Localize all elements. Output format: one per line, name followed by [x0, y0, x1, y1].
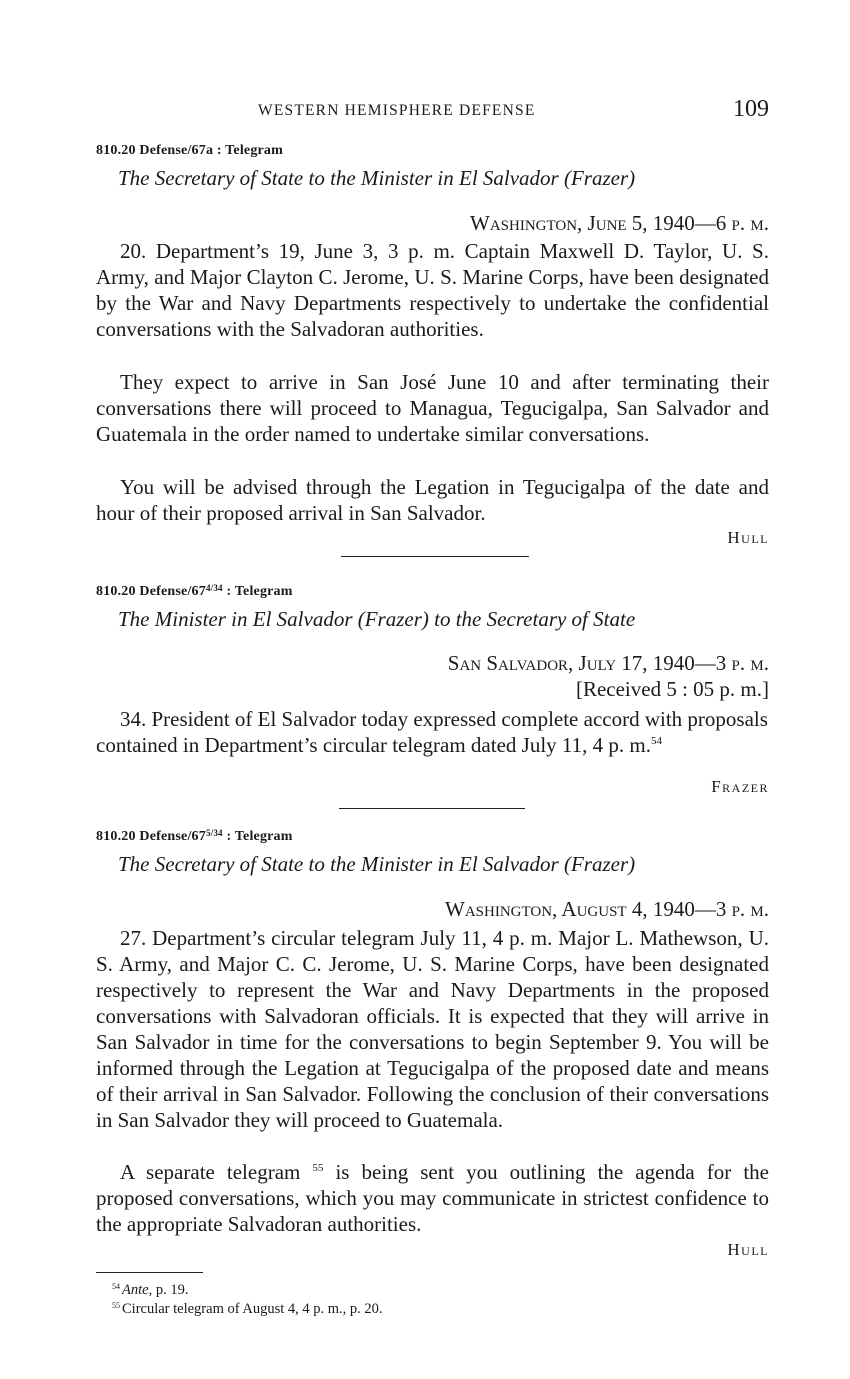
- paragraph-1-3: You will be advised through the Legation in Tegucigalpa of the date and hour of their proposed arrival in San Salvador.: [96, 475, 769, 525]
- footnote-divider: [96, 1272, 203, 1273]
- file-reference-2-suffix: : Telegram: [222, 584, 293, 599]
- document-caption-2: The Minister in El Salvador (Frazer) to the Secretary of State: [118, 607, 636, 631]
- file-reference-3-suffix: : Telegram: [222, 829, 293, 844]
- paragraph-3-2-lead: A separate telegram: [120, 1160, 301, 1184]
- footnote-54: [112, 1282, 188, 1299]
- signature-2: Frazer: [711, 777, 769, 796]
- footnote-ref-54: 54: [650, 735, 662, 747]
- paragraph-3-2: [96, 1159, 769, 1237]
- footnote-54-italic: Ante: [122, 1282, 149, 1298]
- dateline-1: Washington, June 5, 1940—6 p. m.: [470, 211, 769, 235]
- paragraph-2-1: [96, 706, 769, 758]
- footnote-54-mark: 54: [112, 1282, 120, 1291]
- document-caption-3: The Secretary of State to the Minister in El Salvador (Frazer): [118, 852, 636, 876]
- running-header-title: WESTERN HEMISPHERE DEFENSE: [258, 102, 536, 119]
- footnote-55: [112, 1301, 383, 1318]
- footnote-54-text: , p. 19.: [148, 1282, 189, 1298]
- section-divider-1: [341, 556, 529, 557]
- footnote-55-mark: 55: [112, 1301, 120, 1310]
- file-reference-2: [96, 583, 293, 600]
- file-reference-1: 810.20 Defense/67a : Telegram: [96, 143, 283, 158]
- dateline-2: San Salvador, July 17, 1940—3 p. m.: [447, 651, 769, 675]
- section-divider-2: [339, 808, 525, 809]
- file-reference-2-prefix: 810.20 Defense/67: [96, 584, 206, 599]
- signature-3: Hull: [727, 1240, 769, 1259]
- file-reference-3-fraction: 5/34: [205, 828, 223, 838]
- running-header: [96, 96, 769, 124]
- paragraph-3-2-rest: is being sent you outlining the agenda for the proposed conversations, which you may communicate in strictest confidence to the appropriate Salvadoran authorities.: [96, 1160, 770, 1236]
- dateline-3: Washington, August 4, 1940—3 p. m.: [445, 897, 769, 921]
- paragraph-2-text: 34. President of El Salvador today expressed complete accord with proposals contained in Department’s circular telegram dated July 11, 4 p. m.: [96, 707, 768, 757]
- paragraph-1-1: 20. Department’s 19, June 3, 3 p. m. Captain Maxwell D. Taylor, U. S. Army, and Major Clayton C. Jerome, U. S. Marine Corps, have been designated by the War and Navy Departments respectively to undertake the confidential conversations with the Salvadoran authorities.: [96, 239, 769, 341]
- page-number: 109: [733, 96, 769, 122]
- file-reference-3-prefix: 810.20 Defense/67: [96, 829, 206, 844]
- paragraph-1-2: They expect to arrive in San José June 10 and after terminating their conversations there will proceed to Managua, Tegucigalpa, San Salvador and Guatemala in the order named to undertake similar conversations.: [96, 370, 769, 446]
- signature-1: Hull: [727, 528, 769, 547]
- received-time-2: [Received 5 : 05 p. m.]: [575, 677, 769, 701]
- footnote-ref-55: 55: [312, 1162, 324, 1174]
- file-reference-3: [96, 828, 293, 845]
- footnote-55-text: Circular telegram of August 4, 4 p. m., p. 20.: [122, 1301, 383, 1317]
- file-reference-2-fraction: 4/34: [205, 583, 223, 593]
- paragraph-3-1: 27. Department’s circular telegram July 11, 4 p. m. Major L. Mathewson, U. S. Army, and Major C. C. Jerome, U. S. Marine Corps, have been designated respectively to represent the War and Navy Departments in the proposed conversations with Salvadoran officials. It is expected that they will arrive in San Salvador in time for the conversations to begin September 9. You will be informed through the Legation at Tegucigalpa of the proposed date and means of their arrival in San Salvador. Following the conclusion of their conversations in San Salvador they will proceed to Guatemala.: [96, 926, 769, 1132]
- document-caption-1: The Secretary of State to the Minister in El Salvador (Frazer): [118, 166, 636, 190]
